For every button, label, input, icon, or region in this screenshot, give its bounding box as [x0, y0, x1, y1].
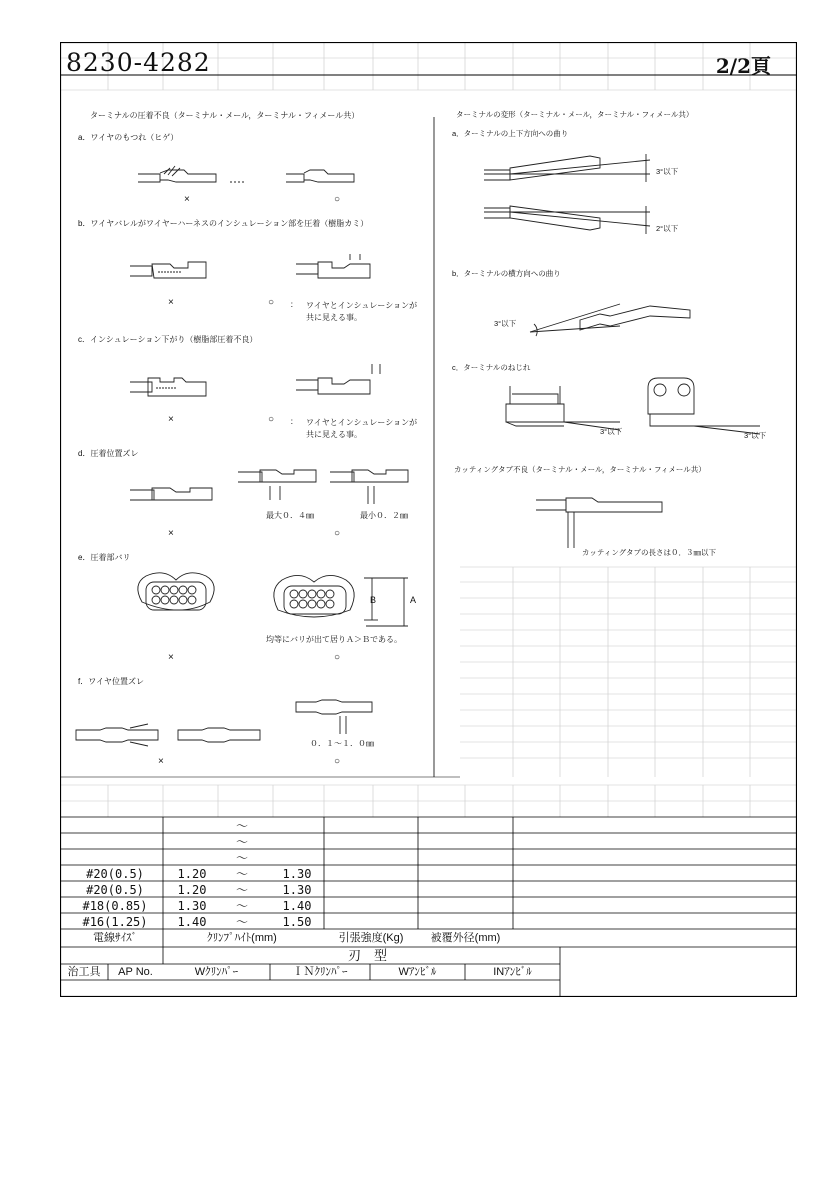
a-degree-2: 2°以下	[656, 224, 679, 233]
defect-e-label: e．圧着部バリ	[78, 553, 131, 562]
deform-a-label: a．ターミナルの上下方向への曲り	[452, 129, 569, 138]
defect-c-label: c．インシュレーション下がり（樹脂部圧着不良）	[78, 335, 258, 344]
crimp-min: 1.20	[177, 867, 207, 881]
tilde: ～	[235, 851, 248, 865]
tilde: ～	[235, 867, 248, 881]
crimp-defects-title: ターミナルの圧着不良（ターミナル・メール，ターミナル・フィメール共）	[90, 111, 360, 120]
c-degree-1: 3°以下	[600, 427, 623, 436]
col-w-crimper: Wｸﾘﾝﾊﾟｰ	[194, 966, 239, 978]
ng-mark: ×	[168, 414, 174, 425]
defect-b-note-2: 共に見える事。	[306, 313, 362, 322]
col-wire-size: 電線ｻｲｽﾞ	[93, 932, 137, 944]
ng-mark: ×	[168, 528, 174, 539]
cutting-tab-note: カッティングタブの長さは０．３㎜以下	[582, 548, 717, 557]
page-number: 2/2頁	[715, 54, 771, 78]
defect-b-note-1: ワイヤとインシュレーションが	[306, 301, 418, 310]
defect-c-note-1: ワイヤとインシュレーションが	[306, 418, 418, 427]
a-degree-1: 3°以下	[656, 167, 679, 176]
ng-mark: ×	[168, 652, 174, 663]
deform-c-label: c．ターミナルのねじれ	[452, 363, 531, 372]
defect-f-label: f．ワイヤ位置ズレ	[78, 677, 144, 686]
crimp-max: 1.30	[282, 867, 312, 881]
col-crimp-height: ｸﾘﾝﾌﾟﾊｲﾄ(mm)	[207, 932, 277, 944]
table-row	[60, 914, 797, 930]
defect-a-label: a．ワイヤのもつれ（ヒゲ）	[78, 133, 179, 142]
dim-b: B	[370, 595, 377, 605]
defect-b-label: b．ワイヤバレルがワイヤーハーネスのインシュレーション部を圧着（樹脂カミ）	[78, 219, 369, 228]
d-max-dimension: 最大０．４㎜	[266, 511, 314, 520]
ng-mark: ×	[168, 297, 174, 308]
deform-b-label: b．ターミナルの横方向への曲り	[452, 269, 561, 278]
ok-mark: ○	[334, 194, 341, 205]
f-range: ０．１～１．０㎜	[310, 739, 374, 748]
table-row	[60, 866, 797, 882]
die-title-row	[60, 948, 797, 964]
table-row	[60, 850, 797, 866]
crimp-min: 1.40	[177, 915, 207, 929]
table-row	[60, 834, 797, 850]
b-degree: 3°以下	[494, 319, 517, 328]
col-in-crimper: ＩＮｸﾘﾝﾊﾟｰ	[292, 966, 348, 978]
col-w-anvil: Wｱﾝﾋﾞﾙ	[398, 966, 437, 978]
tilde: ～	[235, 883, 248, 897]
wire-size: #20(0.5)	[86, 867, 144, 881]
col-outer-dia: 被覆外径(mm)	[430, 932, 501, 944]
tilde: ～	[235, 899, 248, 913]
deformation-title: ターミナルの変形（ターミナル・メール，ターミナル・フィメール共）	[456, 110, 694, 119]
table-header-row	[60, 964, 797, 980]
ok-mark: ○	[334, 528, 341, 539]
wire-size: #16(1.25)	[82, 915, 148, 929]
wire-size: #20(0.5)	[86, 883, 144, 897]
defect-d-label: d．圧着位置ズレ	[78, 449, 139, 458]
ok-mark: ○	[268, 297, 275, 308]
wire-size: #18(0.85)	[82, 899, 148, 913]
col-tool: 治工具	[67, 966, 101, 978]
die-title: 刃 型	[347, 948, 387, 963]
ok-mark: ○	[334, 652, 341, 663]
table-header-row	[60, 930, 797, 946]
defect-e-note: 均等にバリが出て居りＡ＞Ｂである。	[266, 635, 402, 644]
d-min-dimension: 最小０．２㎜	[360, 511, 408, 520]
ok-mark: ○	[268, 414, 275, 425]
crimp-min: 1.30	[177, 899, 207, 913]
ok-mark: ○	[334, 756, 341, 767]
crimp-max: 1.40	[282, 899, 312, 913]
table-row	[60, 818, 797, 834]
tilde: ～	[235, 915, 248, 929]
defect-c-note-2: 共に見える事。	[306, 430, 362, 439]
crimp-max: 1.30	[282, 883, 312, 897]
cutting-tab-title: カッティングタブ不良（ターミナル・メール，ターミナル・フィメール共）	[454, 465, 706, 474]
table-row	[60, 898, 797, 914]
crimp-min: 1.20	[177, 883, 207, 897]
tilde: ～	[235, 819, 248, 833]
drawing-sheet	[60, 42, 797, 997]
ng-mark: ×	[158, 756, 164, 767]
col-in-anvil: INｱﾝﾋﾞﾙ	[493, 966, 532, 978]
col-tensile: 引張強度(Kg)	[338, 932, 404, 944]
tilde: ～	[235, 835, 248, 849]
colon: ：	[290, 300, 298, 309]
document-number: 8230-4282	[66, 48, 211, 77]
crimp-max: 1.50	[282, 915, 312, 929]
table-row	[60, 882, 797, 898]
col-ap-no: AP No.	[118, 966, 153, 978]
c-degree-2: 3°以下	[744, 431, 767, 440]
ng-mark: ×	[184, 194, 190, 205]
dim-a: A	[410, 595, 417, 605]
colon: ：	[290, 417, 298, 426]
